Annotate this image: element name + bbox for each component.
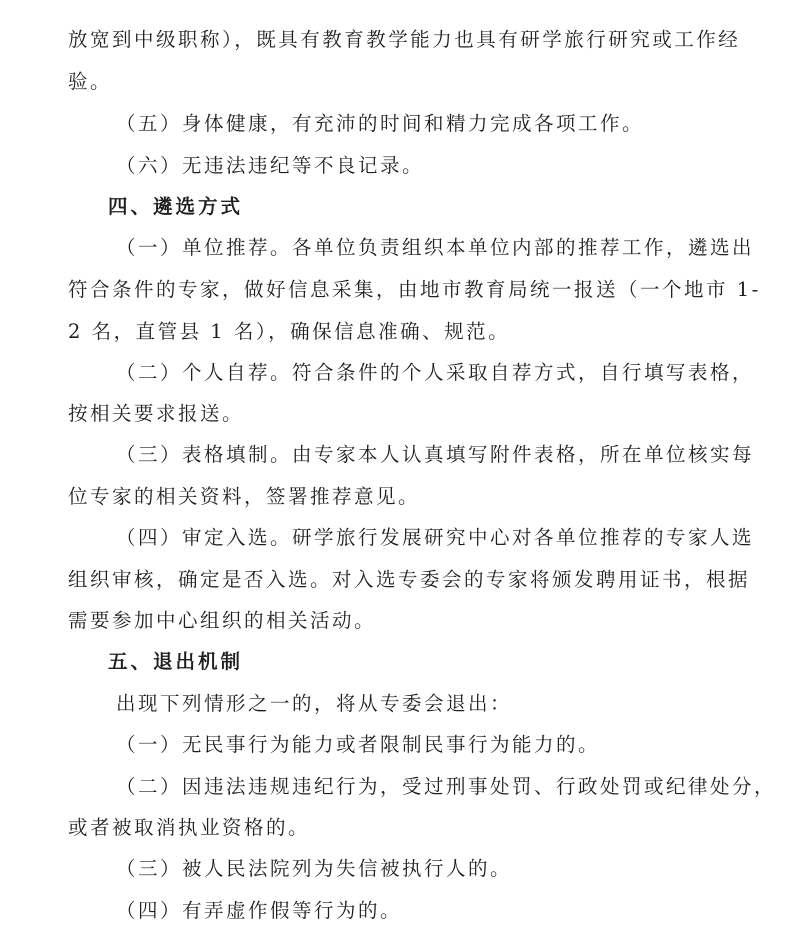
- item-self-recommendation: （二）个人自荐。符合条件的个人采取自荐方式，自行填写表格，: [116, 361, 755, 384]
- item-fraud: （四）有弄虚作假等行为的。: [116, 899, 403, 922]
- item-review-selection-cont1: 组织审核，确定是否入选。对入选专委会的专家将颁发聘用证书，根据: [68, 568, 751, 591]
- item-form-filling-cont: 位专家的相关资料，签署推荐意见。: [68, 485, 421, 508]
- item-dishonest-debtor: （三）被人民法院列为失信被执行人的。: [116, 857, 513, 880]
- item-penalty-cont: 或者被取消执业资格的。: [68, 816, 311, 839]
- item-no-capacity: （一）无民事行为能力或者限制民事行为能力的。: [116, 733, 601, 756]
- item-review-selection-cont2: 需要参加中心组织的相关活动。: [68, 609, 377, 632]
- item-unit-recommendation: （一）单位推荐。各单位负责组织本单位内部的推荐工作，遴选出: [116, 236, 755, 259]
- item-health: （五）身体健康，有充沛的时间和精力完成各项工作。: [116, 112, 645, 135]
- item-unit-recommendation-cont2: 2 名，直管县 1 名），确保信息准确、规范。: [68, 320, 511, 343]
- section-heading-exit-mechanism: 五、退出机制: [108, 650, 244, 673]
- item-review-selection: （四）审定入选。研学旅行发展研究中心对各单位推荐的专家人选: [116, 526, 755, 549]
- item-self-recommendation-cont: 按相关要求报送。: [68, 402, 245, 425]
- item-unit-recommendation-cont1: 符合条件的专家，做好信息采集，由地市教育局统一报送（一个地市 1-: [68, 278, 761, 301]
- paragraph-qualification-continued: 放宽到中级职称），既具有教育教学能力也具有研学旅行研究或工作经: [68, 28, 741, 51]
- item-no-violation: （六）无违法违纪等不良记录。: [116, 154, 425, 177]
- item-form-filling: （三）表格填制。由专家本人认真填写附件表格，所在单位核实每: [116, 443, 755, 466]
- item-penalty: （二）因违法违规违纪行为，受过刑事处罚、行政处罚或纪律处分，: [116, 775, 777, 798]
- paragraph-qualification-end: 验。: [68, 70, 113, 93]
- paragraph-exit-intro: 出现下列情形之一的，将从专委会退出：: [116, 692, 513, 715]
- section-heading-selection-method: 四、遴选方式: [108, 195, 244, 218]
